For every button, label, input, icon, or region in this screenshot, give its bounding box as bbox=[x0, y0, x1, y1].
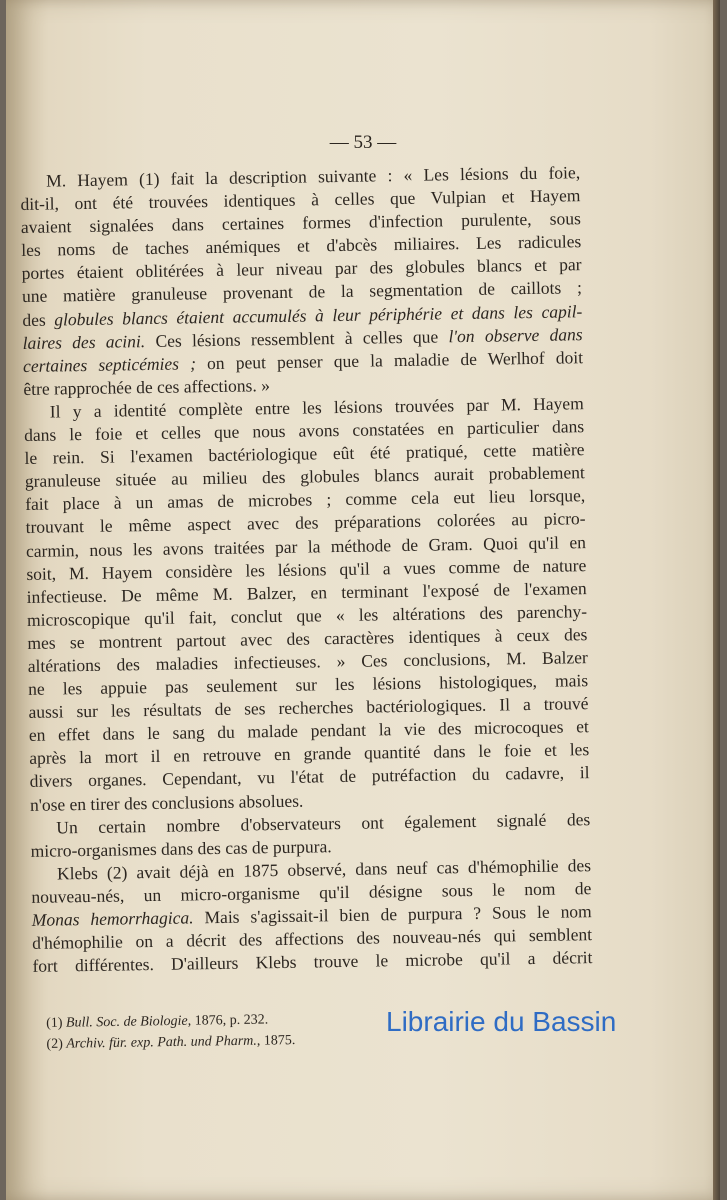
text-line: dans le foie et celles que nous avons constatées en particulier dans bbox=[24, 416, 585, 445]
footnote bbox=[46, 1030, 295, 1055]
text-line: ne les appuie pas seulement sur les lésions histologiques, mais bbox=[27, 670, 589, 699]
text-line: nouveau-nés, un micro-organisme qu'il désigne sous le nom de bbox=[31, 878, 592, 907]
text-line: Un certain nombre d'observateurs ont également signalé des bbox=[56, 808, 591, 838]
italic-segment: laires des acini. bbox=[22, 330, 146, 353]
text-line: une matière granuleuse provenant de la segmentation de caillots ; bbox=[21, 277, 583, 307]
italic-segment: l'on observe dans bbox=[448, 323, 583, 346]
text-segment: , 1875. bbox=[256, 1033, 296, 1049]
italic-segment: Monas hemorrhagica. bbox=[31, 907, 194, 930]
text-segment: Mais s'agissait-il bien de purpura ? Sous le nom bbox=[193, 901, 592, 928]
text-line: soit, M. Hayem considère les lésions qu'il a vues comme de nature bbox=[26, 554, 587, 584]
text-segment: , 1876, p. 232. bbox=[187, 1012, 269, 1029]
text-line: avaient signalées dans certaines formes d'infection purulente, sous bbox=[20, 208, 581, 238]
text-line: après la mort il en retrouve en grande quantité dans le foie et les bbox=[29, 739, 590, 769]
text-line: aussi sur les résultats de ses recherches bactériologiques. Il a trouvé bbox=[28, 693, 589, 723]
text-segment: (1) bbox=[46, 1015, 67, 1031]
text-segment: (2) bbox=[46, 1036, 67, 1052]
text-line: divers organes. Cependant, vu l'état de putréfaction du cadavre, il bbox=[29, 762, 590, 792]
text-line: Klebs (2) avait déjà en 1875 observé, dans neuf cas d'hémophilie des bbox=[56, 854, 592, 884]
text-line: dit-il, ont été trouvées identiques à celles que Vulpian et Hayem bbox=[20, 185, 581, 215]
page-edge bbox=[713, 0, 720, 1200]
italic-segment: certaines septicémies ; bbox=[22, 353, 197, 376]
text-segment: des bbox=[22, 309, 55, 330]
text-line: en effet dans le sang du malade pendant la vie des microcoques et bbox=[28, 716, 589, 746]
text-line: les noms de taches anémiques et d'abcès miliaires. Les radicules bbox=[21, 231, 582, 261]
text-line: altérations des maladies infectieuses. » Ces conclusions, M. Balzer bbox=[27, 647, 588, 676]
italic-segment: globules blancs étaient accumulés à leur périphérie et dans les capil- bbox=[54, 300, 583, 330]
text-line: M. Hayem (1) fait la description suivante : « Les lésions du foie, bbox=[46, 162, 581, 191]
text-line: fort différentes. D'ailleurs Klebs trouve le microbe qu'il a décrit bbox=[32, 947, 593, 977]
footnotes bbox=[46, 1009, 295, 1055]
text-line: granuleuse située au milieu des globules blancs aurait probablement bbox=[24, 462, 585, 492]
text-line: micro-organismes dans des cas de purpura. bbox=[30, 835, 332, 861]
text-line: fait place à un amas de microbes ; comme cela eut lieu lorsque, bbox=[25, 485, 586, 515]
text-line: le rein. Si l'examen bactériologique eût été pratiqué, cette matière bbox=[24, 439, 585, 469]
body-text bbox=[20, 161, 593, 978]
text-line: microscopique qu'il fait, conclut que « les altérations des parenchy- bbox=[26, 600, 588, 630]
text-line: trouvant le même aspect avec des préparations colorées au picro- bbox=[25, 508, 586, 538]
italic-segment: Archiv. für. exp. Path. und Pharm. bbox=[66, 1033, 257, 1052]
text-line: Il y a identité complète entre les lésions trouvées par M. Hayem bbox=[49, 393, 584, 422]
book-page bbox=[6, 0, 720, 1200]
text-line: portes étaient oblitérées à leur niveau par des globules blancs et par bbox=[21, 254, 582, 284]
text-segment: on peut penser que la maladie de Werlhof doit bbox=[195, 346, 584, 374]
text-line: n'ose en tirer des conclusions absolues. bbox=[29, 790, 304, 815]
page-number: — 53 — bbox=[329, 132, 397, 153]
italic-segment: Bull. Soc. de Biologie bbox=[65, 1013, 188, 1031]
text-line: carmin, nous les avons traitées par la méthode de Gram. Quoi qu'il en bbox=[25, 531, 587, 561]
text-segment: Ces lésions ressemblent à celles que bbox=[145, 325, 449, 351]
text-line: d'hémophilie on a décrit des affections des nouveau-nés qui semblent bbox=[31, 924, 593, 953]
watermark-text: Librairie du Bassin bbox=[386, 1006, 617, 1037]
text-line: être rapprochée de ces affections. » bbox=[23, 374, 271, 399]
text-line: infectieuse. De même M. Balzer, en terminant l'exposé de l'examen bbox=[26, 577, 587, 607]
text-line: mes se montrent partout avec des caractères identiques à ceux des bbox=[27, 624, 588, 653]
